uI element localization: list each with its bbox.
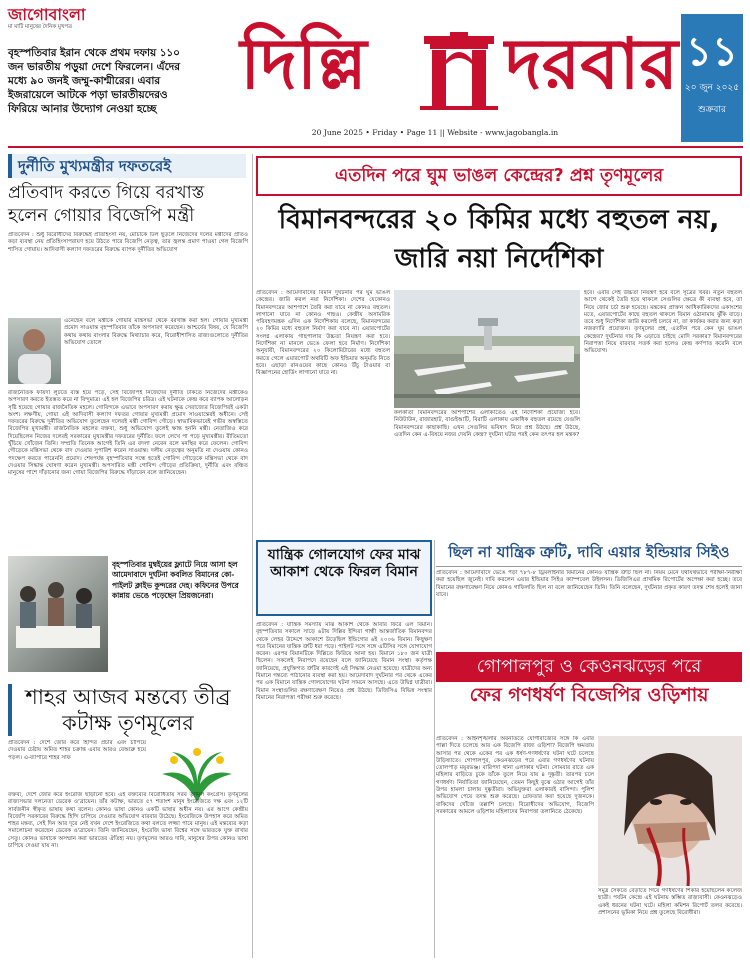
page-date-box bbox=[681, 14, 743, 142]
top-story-body-2: কলকাতা বিমানবন্দরের আশপাশের এলাকাতেও এই নির্দেশিকা প্রযোজ্য হবে। নিউটাউন, রাজারহাট, বাগুইআটি, বিরাটি এলাকায় একাধিক বহুতল রয়েছে যেগুলি বিমানবন্দরের কাছাকাছি। এখন সেগুলির ভবিষ্যৎ নিয়ে প্রশ্ন উঠছে। প্রশ্ন উঠছে, এতদিন কেন এ-বিষয়ে নজর দেয়নি কেন্দ্র? দুর্ঘটনা ঘটার পরই কেন তৎপর হল মন্ত্রক? bbox=[394, 410, 580, 438]
dateline: 20 June 2025 • Friday • Page 11 || Website - www.jagobangla.in bbox=[311, 128, 559, 137]
ai-story-headline[interactable]: ছিল না যান্ত্রিক ত্রুটি, দাবি এয়ার ইন্ডিয়ার সিইও bbox=[448, 543, 730, 561]
gp-story-body-2: সমুদ্র সৈকতে বেড়াতে গিয়ে গণধর্ষণের শিকার হয়েছিলেন কলেজ ছাত্রী। পর্যটন কেন্দ্রে এই ঘটনায় স্তম্ভিত রাজ্যবাসী। কেওনঝড়েও একই ধরনের ঘটনা ঘটে। মহিলা কমিশন রিপোর্ট তলব করেছে। প্রশাসনের ভূমিকা নিয়ে প্রশ্ন তুলেছে বিরোধীরা। bbox=[598, 888, 742, 916]
photo-caption: বৃহস্পতিবার মুম্বইয়ের ফ্ল্যাটে নিয়ে আসা হল আমেদাবাদে দুর্ঘটনা কবলিত বিমানের কো-পাইলট ক্লাইভ কুন্দরের দেহ। কফিনের উপরে কান্নায় ভেঙে পড়েছেন প্রিয়জনেরা। bbox=[112, 560, 239, 601]
gp-headline-line2: ফের গণধর্ষণ বিজেপির ওড়িশায় bbox=[469, 684, 709, 706]
top-story-headline[interactable]: বিমানবন্দরের ২০ কিমির মধ্যে বহুতল নয়, জারি নয়া নির্দেশিকা bbox=[278, 204, 720, 274]
brand-block bbox=[8, 6, 140, 31]
masthead-title-right: দরবার bbox=[505, 23, 679, 105]
left-story2-headline[interactable]: শাহর আজব মন্তব্যে তীব্র কটাক্ষ তৃণমূলের bbox=[25, 685, 231, 735]
india-gate-icon bbox=[420, 30, 498, 112]
top-story-body-3: হবে। এবার সেই উচ্চতা নিয়ন্ত্রণ হবে বলে সূত্রের খবর। নতুন বহুতল আগে থেকেই তৈরি হয়ে থাকলে সেগুলির ক্ষেত্রে কী ব্যবস্থা হবে, তা নিয়ে জোর চর্চা শুরু হয়েছে। মন্ত্রকের প্রাক্তন আধিকারিকদের একাংশের মতে, এয়ারপোর্টের কাছে বহুতল থাকলে বিমান ওঠানামায় ঝুঁকি বাড়ে। তবে শুধু নির্দেশিকা জারি করলেই চলবে না, তা কার্যকর করার জন্য কড়া নজরদারি প্রয়োজন। তৃণমূলের প্রশ্ন, এতদিন পরে কেন ঘুম ভাঙল কেন্দ্রের? দুর্ঘটনার দায় কি এড়াতে চাইছে মোদি সরকার? বিমানবন্দরের নিরাপত্তা নিয়ে বারবার সতর্ক করা হলেও কেন্দ্র কর্ণপাত করেনি বলে অভিযোগ। bbox=[584, 290, 742, 355]
left-story-body-3: রাজনৈতিক ফায়দা লুটতে ব্যস্ত হয়ে পড়ে, সেই বিজেপিই নিজেদের দুর্নীতি ঢাকতে নিজেদের মন্ত্রীকেও অপসারণ করতে ইতস্তত করে না বিন্দুমাত্র। এই হল বিজেপির চরিত্র। এই ঘটনাকে কেন্দ্র করে ব্যাপক আলোড়ন সৃষ্টি হয়েছে গোয়ার রাজনৈতিক মহলে। গোবিন্দকে এভাবে অপসারণ করায় ক্ষুব্ধ সেরাজ্যের বিজেপিরই একটা অংশ। লক্ষণীয়, গোয়া এই আদিবাসী কল্যাণ দফতর গোয়ার মুখ্যমন্ত্রী প্রমোদ সাওয়ান্তেরই অধীনে। সেই দফতরের বিরুদ্ধে দুর্নীতির অভিযোগ তুলেছেন দলেরই মন্ত্রী গোবিন্দ গৌড়ে। স্বাভাবিকভাবেই গভীর অস্বস্তিতে বিজেপির মুখ্যমন্ত্রী। রাজনৈতিক মহলের বক্তব্য, শুধু অভিযোগ তুলেই ক্ষান্ত হননি মন্ত্রী। নেতাজিও করে দিয়েছিলেন নিজের দলেরই সরকারের মুখ্যমন্ত্রীর দফতরের দুর্নীতি। ফলে লেখে পা পড়ে মুখ্যমন্ত্রীর। রীতিমতো খুঁচিয়ে খোঁজেন তিনি। সম্প্রতি তিনেক আগেই তিনি এর বদলা নেবেন বলে মনস্থির করে ফেলেন। গোবিন্দ গৌড়েকে মন্ত্রিসভা থেকে বাদ দেওয়ার সুপারিশ করেন সাওয়ান্ত। দলীয় নেতৃত্বের অনুমতি না দেওয়ায় কোনও পদক্ষেপ করতে পারেননি প্রমোদ। শেষপর্যন্ত বৃহস্পতিবার সন্ধে হতেই গোবিন্দ গৌড়েকে মন্ত্রিসভা থেকে বাদ দেওয়ার সিদ্ধান্ত ঘোষণা করেন মুখ্যমন্ত্রী। অপসারিত মন্ত্রী গোবিন্দ গৌড়ের প্রতিক্রিয়া, দুর্নীতি এবং বঞ্চিত মানুষের পাশে দাঁড়ানোর জন্য গোয়া বিজেপির বিরুদ্ধে দাঁড়াবেন বলে জানিয়েছেন। bbox=[8, 390, 248, 477]
masthead-rule bbox=[8, 146, 743, 148]
person-icon bbox=[8, 318, 61, 384]
tech-story-body: প্রতিবেদন : যান্ত্রিক সমস্যায় মাঝ আকাশ থেকে আবার ফিরে এল বিমান। বৃহস্পতিবার সকালে সাড়ে ৬টায় দিল্লির ইন্দিরা গান্ধী আন্তর্জাতিক বিমানবন্দর থেকে লেহর উদ্দেশে আকাশে উড়েছিল ইন্ডিগোর ৬ই ২০০৬ বিমান। কিছুক্ষণ পরে বিমানের যান্ত্রিক ত্রুটি ধরা পড়ে। পাইলট সঙ্গে সঙ্গে এটিসির সঙ্গে যোগাযোগ করেন। এরপর বিমানটিকে দিল্লিতে ফিরিয়ে আনা হয়। বিমানে ১৮০ জন যাত্রী ছিলেন। সকলেই নিরাপদে রয়েছেন বলে জানিয়েছে বিমান সংস্থা। কর্তৃপক্ষ জানিয়েছে, প্রযুক্তিগত ত্রুটির কারণেই এই সিদ্ধান্ত নেওয়া হয়েছে। যাত্রীদের অন্য বিমানে গন্তব্যে পাঠানোর ব্যবস্থা করা হয়। আমেদাবাদ দুর্ঘটনার পর থেকে একের পর এক বিমানে যান্ত্রিক গোলযোগের ঘটনা সামনে আসছে। এতে উদ্বিগ্ন যাত্রীরা। বিমান সংস্থাগুলির রক্ষণাবেক্ষণ নিয়েও প্রশ্ন উঠছে। ডিজিসিএ বিভিন্ন সংস্থার বিমানের নিরাপত্তা পরীক্ষা শুরু করেছে। bbox=[256, 622, 432, 701]
brand-logo[interactable]: জাগোবাংলা bbox=[8, 5, 86, 24]
top-story-kicker: এতদিন পরে ঘুম ভাঙল কেন্দ্রের? প্রশ্ন তৃণমূলের bbox=[256, 156, 742, 196]
page-number: ১১ bbox=[686, 29, 738, 75]
masthead-title-left: দিল্লি bbox=[240, 23, 367, 105]
coffin-photo bbox=[8, 556, 108, 672]
ai-story-rule bbox=[436, 566, 742, 567]
left-story-headline[interactable]: প্রতিবাদ করতে গিয়ে বরখাস্ত হলেন গোয়ার বিজেপি মন্ত্রী bbox=[8, 183, 205, 226]
top-story-body-1: প্রতিবেদন : আমেদাবাদের বিমান দুর্ঘটনার পর ঘুম ভাঙল কেন্দ্রের। জারি করল নয়া নির্দেশিকা। দেশের যেকোনও বিমানবন্দরের আশপাশে তৈরি করা যাবে না কোনও বহুতল। লাগানো যাবে না কোনও গাছও। কেন্দ্রীয় অসামরিক পরিবহণমন্ত্রক এদিন এক নির্দেশিকায় বলেছে, বিমানবন্দরের ২০ কিমির মধ্যে বহুতল নির্মাণ করা যাবে না। এয়ারপোর্টের সংলগ্ন এলাকায় গাছপালার উচ্চতা নিয়ন্ত্রণ করা হবে। নির্দেশিকা না মানলে ভেঙে ফেলা হবে নির্মাণ। নির্দেশিকা অনুযায়ী, বিমানবন্দরের ২০ কিলোমিটারের মধ্যে বহুতল করতে গেলে এয়ারপোর্ট অথরিটি অফ ইন্ডিয়ার অনুমতি নিতে হবে। এছাড়া রানওয়ের কাছে কোনও উঁচু টাওয়ার বা বিজ্ঞাপনের হোর্ডিং লাগানো যাবে না। bbox=[256, 290, 390, 377]
ai-story-body: প্রতিবেদন : আমেদাবাদে ভেঙে পড়া ৭৮৭-৮ ড্রিমলাইনার বিমানের কোনও যান্ত্রিক ত্রুটি ছিল না। নিয়ম মেনে যথাযথভাবে পরীক্ষা-নিরীক্ষা করা হয়েছিল জুনেই। দাবি করলেন এয়ার ইন্ডিয়ার সিইও ক্যাম্পবেল উইলসন। ডিজিসিএর প্রাথমিক রিপোর্টের অপেক্ষা করা হচ্ছে। তবে বিমানের রক্ষণাবেক্ষণ নিয়ে কোনও গাফিলতি ছিল না বলে জানিয়েছেন তিনি। তিনি বলেছেন, দুর্ঘটনার প্রকৃত কারণ তদন্ত শেষ হলেই জানা যাবে। bbox=[436, 570, 742, 598]
date-bengali: ২০ জুন ২০২৫ bbox=[684, 83, 740, 93]
column-divider bbox=[434, 540, 435, 958]
teaser-text: বৃহস্পতিবার ইরান থেকে প্রথম দফায় ১১০ জন ভারতীয় পড়ুয়া দেশে ফিরলেন। এঁদের মধ্যে ৯০ জনই জম্মু-কাশ্মীরের। এবার ইজরায়েলে আটকে পড়া ভারতীয়দেরও ফিরিয়ে আনার উদ্যোগ নেওয়া হচ্ছে bbox=[8, 47, 180, 115]
minister-photo bbox=[8, 318, 61, 384]
brand-tagline: মা মাটি মানুষের দৈনিক মুখপত্র bbox=[8, 24, 73, 30]
mourners-photo-icon bbox=[8, 556, 108, 672]
left-story-body-1: প্রতিবেদন : শুধু বিরোধীদের বিরুদ্ধেই প্রতিহিংসা নয়, মৌচাকে ঢিল ছুঁড়লে নিজেদের দলের মন্ত্রীদের প্রতিও কড়া ব্যবস্থা নেয় প্রতিহিংসাপরায়ণ হয়ে উঠতে পারে বিজেপি নেতৃত্ব, তার জ্বলন্ত প্রমাণ পাওয়া গেল বিজেপি শাসিত গোয়ায়। আদিবাসী কল্যাণ দফতরের বিরুদ্ধে ব্যাপক দুর্নীতির অভিযোগ bbox=[8, 232, 248, 253]
gp-story-headline[interactable] bbox=[436, 652, 742, 732]
column-divider bbox=[252, 154, 253, 958]
gp-story-body-1: প্রতিবেদন : আইনশৃঙ্খলার অবনতিতে যোগীরাজ্যের সঙ্গে কি এবার পাল্লা দিতে চলেছে আর এক বিজেপি রাজ্য ওড়িশা? বিজেপি ক্ষমতায় আসার পর থেকে একের পর এক ধর্ষণ-গণধর্ষণের ঘটনা ঘটে চলেছে উড়িষ্যাতে। গোপালপুর, কেওনঝড়ের পরে এবার গণধর্ষণের ঘটনায় তোলপাড় ময়ূরভঞ্জ। বারিপদা থানা এলাকার ঘটনা। সোমবার রাতে এক মহিলার বাড়িতে ঢুকে তাঁকে তুলে নিয়ে যায় ৪ দুষ্কৃতী। তারপর চলে গণধর্ষণ। নির্যাতিতা জানিয়েছেন, তেমন কিছুই বুঝে ওঠার আগেই তাঁর উপর হামলা চালায় দুষ্কৃতীরা। অভিযুক্তরা এলাকারই বাসিন্দা। পুলিশ অভিযোগ পেয়ে তদন্ত শুরু করেছে। গ্রেফতার করা হয়েছে দুজনকে। বাকিদের খোঁজে তল্লাশি চলছে। বিরোধীদের অভিযোগ, বিজেপি সরকারের আমলে ওড়িশায় মহিলাদের নিরাপত্তা তলানিতে ঠেকেছে। bbox=[436, 736, 594, 815]
gp-headline-line1: গোপালপুর ও কেওনঝড়ের পরে bbox=[436, 652, 742, 682]
left-story2-body-1: প্রতিবেদন : দেশে জোর করে হিন্দির প্রচার এবং চাপিয়ে দেওয়ার চেষ্টায় অমিত শাহর চক্রান্ত এবার আরও বেআব্রু হয়ে পড়ল। এ-ব্যাপারে শাহর সাফ bbox=[8, 740, 146, 761]
day-bengali: শুক্রবার bbox=[698, 105, 726, 115]
left-story-body-2: এনেছেন বলে মন্ত্রীকে গোয়ার মন্ত্রিসভা থেকে বরখাস্ত করা হল। গোয়ার মুখ্যমন্ত্রী প্রমোদ সাওয়ান্ত বৃহস্পতিবার তাঁকে অপসারণ করেছেন। আশ্চর্যের বিষয়, যে বিজেপি কথায় কথায় বাংলার বিরুদ্ধে মিথ্যাচার করে, বিরোধীশাসিত রাজ্যগুলোতে দুর্নীতির অভিযোগ তোলে bbox=[64, 318, 248, 346]
left-story-kicker: দুর্নীতি মুখ্যমন্ত্রীর দফতরেই bbox=[8, 154, 246, 178]
left-story2-body-2: বক্তব্য, দেশে জোর করে ইংরেজি ছাড়ানো হবে। এই বক্তব্যের বিরোধিতায় সরব তৃণমূল কংগ্রেস। তৃণমূলের রাজ্যসভার দলনেতা ডেরেক ও'ব্রায়েন। তাঁর কটাক্ষ, ভারতে ৫৭ শতাংশ মানুষ ইংরেজিতে দক্ষ এবং ১২টি সার্বজনীন স্বীকৃত ভাষায় কথা বলেন। কোনও ভাষা কোনও একটি ভাষার অধীন নয়। এর আগে কেন্দ্রীয় বিজেপি সরকারের বিরুদ্ধে হিন্দি চাপিয়ে দেওয়ার অভিযোগ বারবার উঠেছে। ইংরেজিকে উপহাস করে অমিত শাহর মন্তব্য, সেই দিন আর দূরে নেই যখন দেশে ইংরেজিতে কথা বলতে লজ্জা পাবে মানুষ। এই মন্তব্যের কড়া সমালোচনা করেছেন ডেরেক ও'ব্রায়েন। তিনি জানিয়েছেন, ইংরেজি ভাষা বিশ্বের সঙ্গে ভারতকে যুক্ত রাখার সেতু। কোনও ভাষাকে অসম্মান করা ভারতের ঐতিহ্য নয়। তৃণমূলের আরও দাবি, মানুষের উপর কোনও ভাষা চাপিয়ে দেওয়া যায় না। bbox=[8, 792, 248, 850]
tech-story-headline[interactable]: যান্ত্রিক গোলযোগ ফের মাঝ আকাশ থেকে ফিরল বিমান bbox=[256, 540, 432, 616]
protest-illustration bbox=[598, 736, 742, 886]
airport-photo bbox=[394, 290, 580, 408]
